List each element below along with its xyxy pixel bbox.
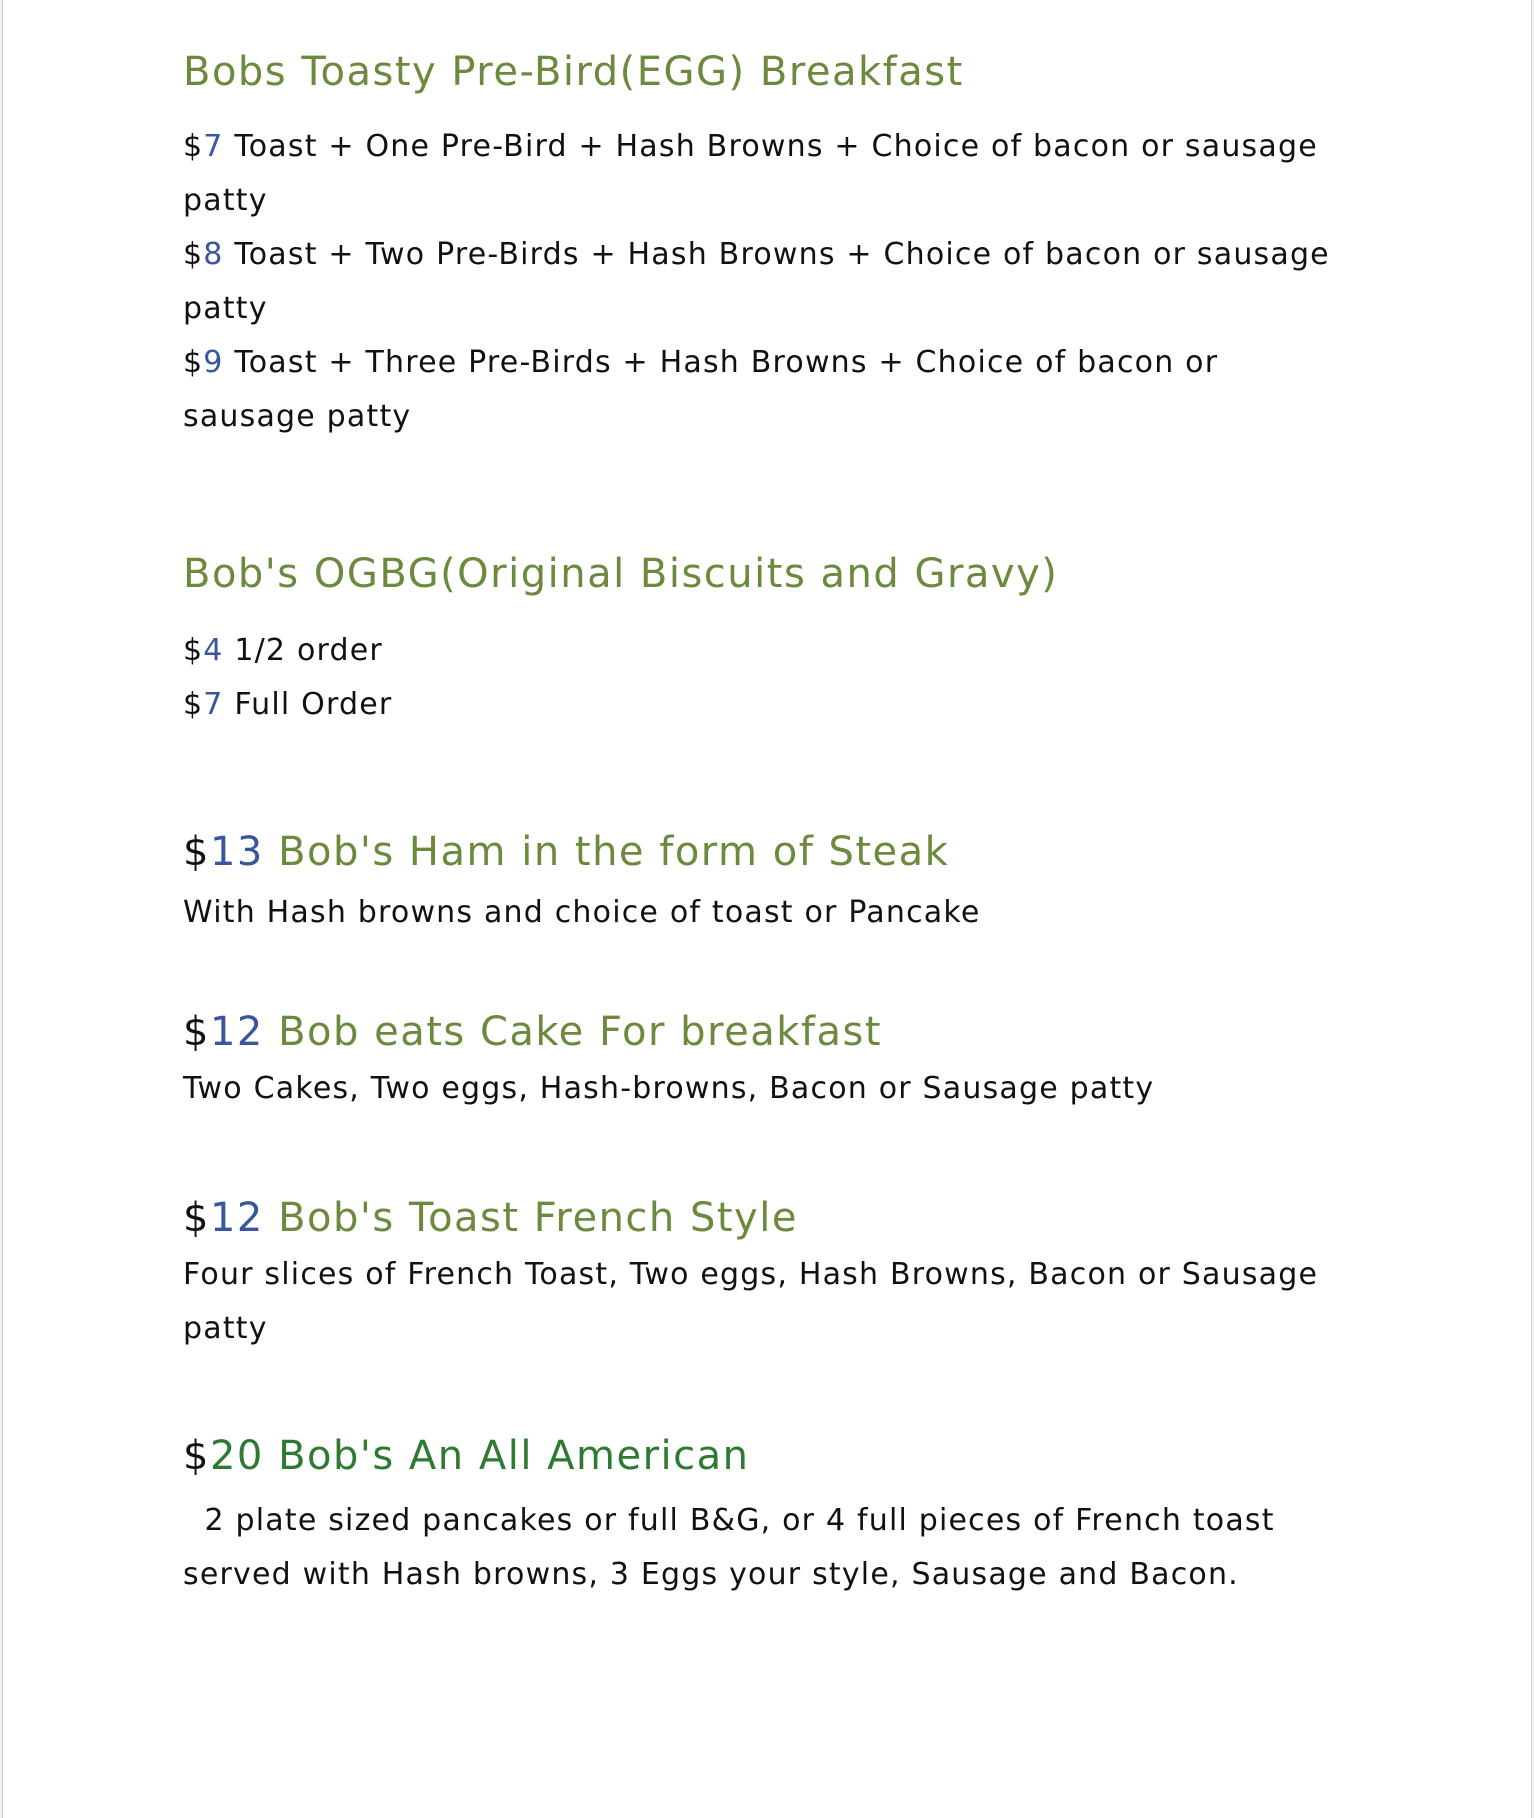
prebird-item-1 [183, 120, 1333, 228]
prebird-item-3 [183, 336, 1333, 444]
prebird-item-3-text: Toast + Three Pre-Birds + Hash Browns + Choice of bacon or sausage patty [183, 345, 1219, 434]
ogbg-item-1-text: 1/2 order [223, 633, 383, 668]
cake-price: 12 [209, 1009, 264, 1055]
prebird-item-1-text: Toast + One Pre-Bird + Hash Browns + Choice of bacon or sausage patty [183, 129, 1318, 218]
french-price: 12 [209, 1195, 264, 1241]
american-description: 2 plate sized pancakes or full B&G, or 4 full pieces of French toast served with Hash browns, 3 Eggs your style, Sausage and Bacon. [183, 1503, 1286, 1592]
steak-price: 13 [209, 829, 264, 875]
cake-description: Two Cakes, Two eggs, Hash-browns, Bacon or Sausage patty [183, 1071, 1155, 1106]
ogbg-item-2 [183, 678, 1333, 732]
american-price: 20 [209, 1433, 264, 1479]
ogbg-items [183, 624, 1333, 732]
prebird-item-2-text: Toast + Two Pre-Birds + Hash Browns + Choice of bacon or sausage patty [183, 237, 1330, 326]
ogbg-section [183, 544, 1333, 732]
cake-title [183, 1002, 1333, 1062]
currency-symbol: $ [183, 1195, 210, 1241]
menu-page [2, 0, 1532, 1818]
prebird-item-2 [183, 228, 1333, 336]
ogbg-item-2-text: Full Order [223, 687, 393, 722]
steak-section [183, 822, 1333, 940]
currency-symbol: $ [183, 237, 204, 272]
prebird-item-1-price: 7 [203, 129, 224, 164]
cake-title-text: Bob eats Cake For breakfast [263, 1009, 883, 1055]
prebird-item-3-price: 9 [203, 345, 224, 380]
steak-title [183, 822, 1333, 882]
ogbg-item-1-price: 4 [203, 633, 224, 668]
french-description: Four slices of French Toast, Two eggs, Hash Browns, Bacon or Sausage patty [183, 1257, 1319, 1346]
american-title-text: Bob's An All American [263, 1433, 750, 1479]
currency-symbol: $ [183, 687, 204, 722]
currency-symbol: $ [183, 1009, 210, 1055]
prebird-title: Bobs Toasty Pre-Bird(EGG) Breakfast [183, 49, 964, 95]
currency-symbol: $ [183, 1433, 210, 1479]
cake-section [183, 1002, 1333, 1116]
french-title [183, 1188, 1333, 1248]
currency-symbol: $ [183, 633, 204, 668]
ogbg-item-2-price: 7 [203, 687, 224, 722]
french-section [183, 1188, 1333, 1356]
prebird-items [183, 120, 1333, 444]
ogbg-item-1 [183, 624, 1333, 678]
american-section [183, 1426, 1333, 1602]
ogbg-title: Bob's OGBG(Original Biscuits and Gravy) [183, 551, 1059, 597]
currency-symbol: $ [183, 829, 210, 875]
currency-symbol: $ [183, 129, 204, 164]
currency-symbol: $ [183, 345, 204, 380]
prebird-section [183, 42, 1333, 444]
steak-description: With Hash browns and choice of toast or Pancake [183, 895, 981, 930]
steak-title-text: Bob's Ham in the form of Steak [263, 829, 950, 875]
prebird-item-2-price: 8 [203, 237, 224, 272]
american-title [183, 1426, 1333, 1486]
french-title-text: Bob's Toast French Style [263, 1195, 798, 1241]
